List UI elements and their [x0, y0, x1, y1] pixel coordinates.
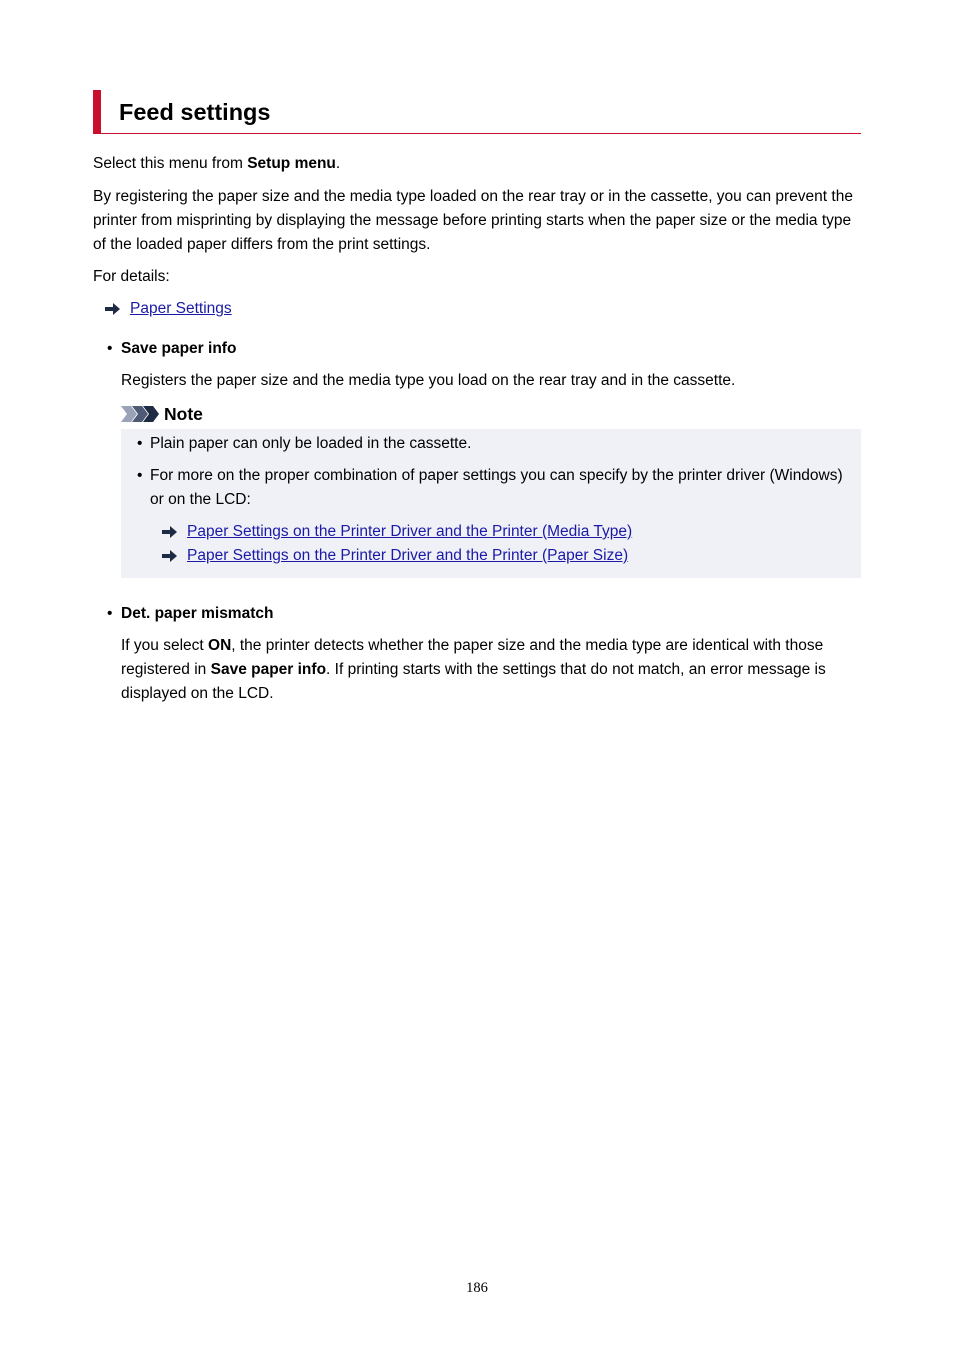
document-page: [93, 90, 861, 706]
page-title: Feed settings: [119, 99, 271, 125]
setup-menu-term: Setup menu: [247, 155, 336, 172]
bullet: •: [107, 340, 113, 357]
arrow-right-icon: [162, 550, 177, 562]
bullet: •: [107, 605, 113, 622]
page-number: 186: [466, 1280, 488, 1296]
heading-accent-bar: [93, 90, 101, 133]
note-item: • For more on the proper combination of paper settings you can specify by the printer driver (Windows) or on the LCD:: [135, 464, 847, 512]
body-paragraph: By registering the paper size and the media type loaded on the rear tray or in the cassette, you can prevent the printer from misprinting by displaying the message before printing starts when the paper size or the media type of the loaded paper differs from the print settings.: [93, 188, 853, 253]
note-item: • Plain paper can only be loaded in the cassette.: [135, 432, 847, 456]
save-paper-info-description: Registers the paper size and the media type you load on the rear tray and in the cassette.: [121, 372, 736, 389]
note-chevrons-icon: [121, 406, 159, 422]
details-label: For details:: [93, 268, 170, 285]
details-link-row: [105, 297, 861, 321]
note-label: Note: [164, 403, 203, 424]
arrow-right-icon: [162, 526, 177, 538]
note-link-row: [162, 520, 847, 544]
bullet: •: [137, 435, 143, 452]
det-paper-mismatch-title: Det. paper mismatch: [121, 605, 274, 622]
note-link-row: [162, 544, 847, 568]
note-links: [135, 520, 847, 568]
bullet: •: [137, 467, 143, 484]
det-paper-mismatch-description: If you select ON, the printer detects whether the paper size and the media type are identical with those registered in Save paper info. If printing starts with the settings that do not match, an error message is displayed on the LCD.: [121, 637, 826, 702]
arrow-right-icon: [105, 303, 120, 315]
paper-size-settings-link[interactable]: Paper Settings on the Printer Driver and the Printer (Paper Size): [187, 547, 629, 564]
note-box: [121, 429, 861, 578]
note-header: [121, 403, 861, 425]
paper-settings-link[interactable]: Paper Settings: [130, 300, 232, 317]
intro-paragraph: Select this menu from Setup menu.: [93, 155, 341, 172]
media-type-settings-link[interactable]: Paper Settings on the Printer Driver and the Printer (Media Type): [187, 523, 633, 540]
save-paper-info-title: Save paper info: [121, 340, 237, 357]
list-item-det-paper-mismatch: [93, 602, 861, 706]
heading-block: [93, 90, 861, 134]
list-item-save-paper-info: [93, 337, 861, 578]
